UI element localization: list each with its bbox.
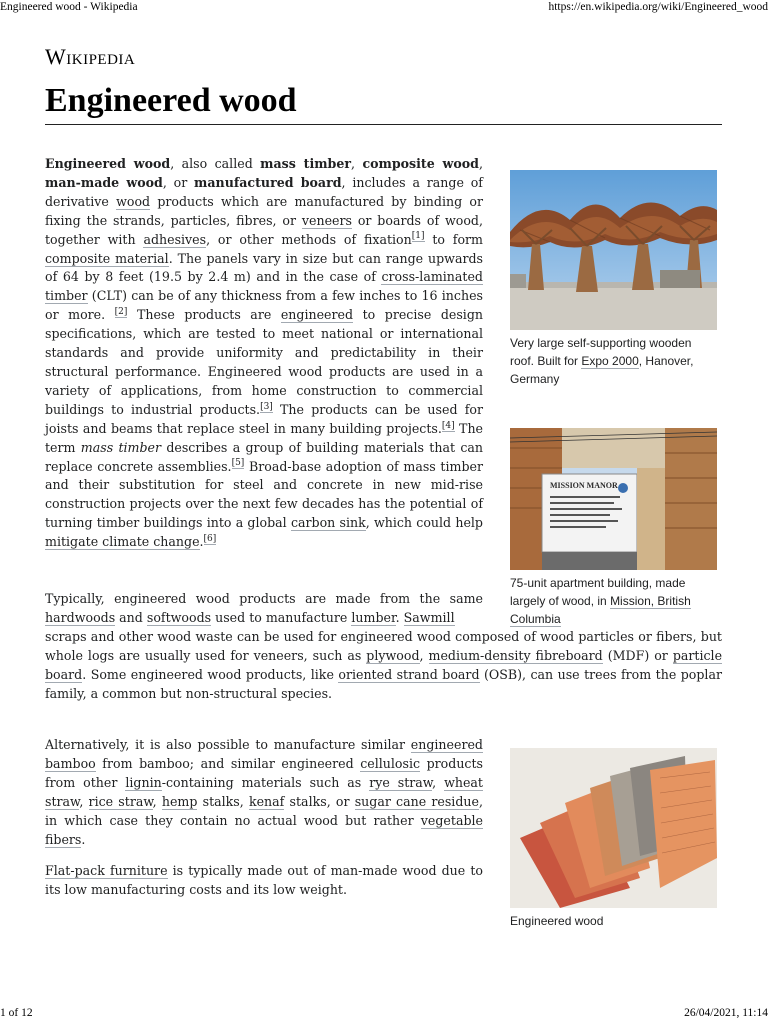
link-cross-laminated-timber[interactable]: cross-laminated timber: [45, 269, 483, 304]
link-flat-pack-furniture[interactable]: Flat-pack furniture: [45, 863, 168, 878]
link-plywood[interactable]: plywood: [366, 647, 420, 663]
link-cellulosic[interactable]: cellulosic: [360, 755, 421, 771]
print-footer: [0, 1007, 768, 1021]
link-lignin[interactable]: lignin: [125, 774, 162, 790]
link-composite-material[interactable]: composite material: [45, 250, 169, 266]
link-engineered-bamboo[interactable]: engineered bamboo: [45, 737, 483, 771]
ref-5[interactable]: [5]: [231, 458, 245, 469]
link-adhesives[interactable]: adhesives: [143, 231, 207, 247]
ref-2[interactable]: [2]: [114, 307, 128, 318]
paragraph-4: Flat-pack furniture is typically made out of man-made wood due to its low manufacturing costs and its low weight.: [45, 863, 483, 897]
link-mitigate-climate-change[interactable]: mitigate climate change: [45, 534, 200, 550]
figure-expo-roof: [510, 170, 717, 388]
ref-1[interactable]: [1]: [411, 231, 425, 242]
link-veneers[interactable]: veneers: [301, 212, 352, 228]
figure-expo-caption: Very large self-supporting wooden roof. Built for Expo 2000, Hanover, Germany: [510, 336, 694, 386]
link-hemp[interactable]: hemp: [161, 793, 198, 809]
link-softwoods[interactable]: softwoods: [146, 609, 212, 625]
link-sugar-cane-residue[interactable]: sugar cane residue: [354, 793, 479, 809]
paragraph-2-narrow: Typically, engineered wood products are made from the same hardwoods and softwoods used to manufacture lumber. Sawmill: [45, 591, 483, 625]
ref-6[interactable]: [6]: [203, 533, 217, 544]
lead-paragraph: Engineered wood, also called mass timber, composite wood, man-made wood, or manufactured board, includes a range of derivative wood products which are manufactured by binding or fixing the strands, particles, fibres, or veneers or boards of wood, together with adhesives, or other methods of fixation[1] to form composite material. The panels vary in size but can range upwards of 64 by 8 feet (19.5 by 2.4 m) and in the case of cross-laminated timber (CLT) can be of any thickness from a few inches to 16 inches or more. [2] These products are engineered to precise design specifications, which are tested to meet national or international standards and provide uniformity and predictability in their structural performance. Engineered wood products are used in a variety of applications, from home construction to commercial buildings to industrial products.[3] The products can be used for joists and beams that replace steel in many building projects.[4] The term mass timber describes a group of building materials that can replace concrete assemblies.[5] Broad-base adoption of mass timber and their substitution for steel and concrete in new mid-rise construction projects over the next few decades has the potential of turning timber buildings into a global carbon sink, which could help mitigate climate change.[6]: [45, 156, 484, 550]
mission-manor-sign-title: MISSION MANOR: [550, 481, 618, 490]
link-carbon-sink[interactable]: carbon sink: [290, 515, 366, 531]
ref-3[interactable]: [3]: [260, 401, 273, 412]
link-particle-board[interactable]: particle board: [45, 647, 723, 682]
expo-roof-photo[interactable]: [510, 170, 717, 330]
wikipedia-wordmark[interactable]: Wikipedia: [45, 44, 136, 69]
link-expo-2000[interactable]: Expo 2000: [581, 354, 639, 368]
figure-engineered-wood-caption: Engineered wood: [510, 914, 604, 928]
link-hardwoods[interactable]: hardwoods: [45, 609, 116, 625]
paragraph-2-wide: scraps and other wood waste can be used for engineered wood composed of wood particles or fibers, but whole logs are usually used for veneers, such as plywood, medium-density fibreboard (MDF) or particle board. Some engineered wood products, like oriented strand board (OSB), can use trees from the poplar family, a common but non-structural species.: [45, 629, 723, 701]
link-wood[interactable]: wood: [116, 193, 151, 209]
article-lead: [45, 155, 483, 552]
title-divider: [45, 124, 722, 125]
link-medium-density-fibreboard[interactable]: medium-density fibreboard: [428, 647, 603, 663]
link-sawmill[interactable]: Sawmill: [403, 609, 455, 625]
figure-mission-caption: 75-unit apartment building, made largely of wood, in Mission, British Columbia: [510, 576, 691, 626]
print-url[interactable]: https://en.wikipedia.org/wiki/Engineered_wood: [548, 1, 768, 13]
figure-engineered-wood-samples: [510, 748, 717, 930]
engineered-wood-samples-photo[interactable]: [510, 748, 717, 908]
ref-4[interactable]: [4]: [441, 420, 455, 431]
print-page-title: Engineered wood - Wikipedia: [0, 1, 138, 13]
link-lumber[interactable]: lumber: [351, 609, 396, 625]
link-kenaf[interactable]: kenaf: [248, 793, 285, 809]
link-engineered[interactable]: engineered: [280, 307, 354, 323]
print-header: [0, 1, 768, 15]
print-datetime: 26/04/2021, 11:14: [684, 1007, 768, 1019]
link-rye-straw[interactable]: rye straw: [369, 774, 433, 790]
link-wheat-straw[interactable]: wheat straw: [45, 774, 483, 809]
link-vegetable-fibers[interactable]: vegetable fibers: [45, 812, 483, 847]
paragraph-3: Alternatively, it is also possible to manufacture similar engineered bamboo from bamboo; and similar engineered cellulosic products from other lignin-containing materials such as rye straw, wheat straw, rice straw, hemp stalks, kenaf stalks, or sugar cane residue, in which case they contain no actual wood but rather vegetable fibers.: [45, 737, 484, 847]
page-title: Engineered wood: [45, 82, 297, 119]
mission-manor-photo[interactable]: [510, 428, 717, 570]
print-page-number: 1 of 12: [0, 1007, 33, 1019]
figure-mission-manor: [510, 428, 717, 628]
link-mission-british-columbia[interactable]: Mission, British Columbia: [510, 594, 691, 626]
link-oriented-strand-board[interactable]: oriented strand board: [338, 666, 480, 682]
link-rice-straw[interactable]: rice straw: [88, 793, 153, 809]
